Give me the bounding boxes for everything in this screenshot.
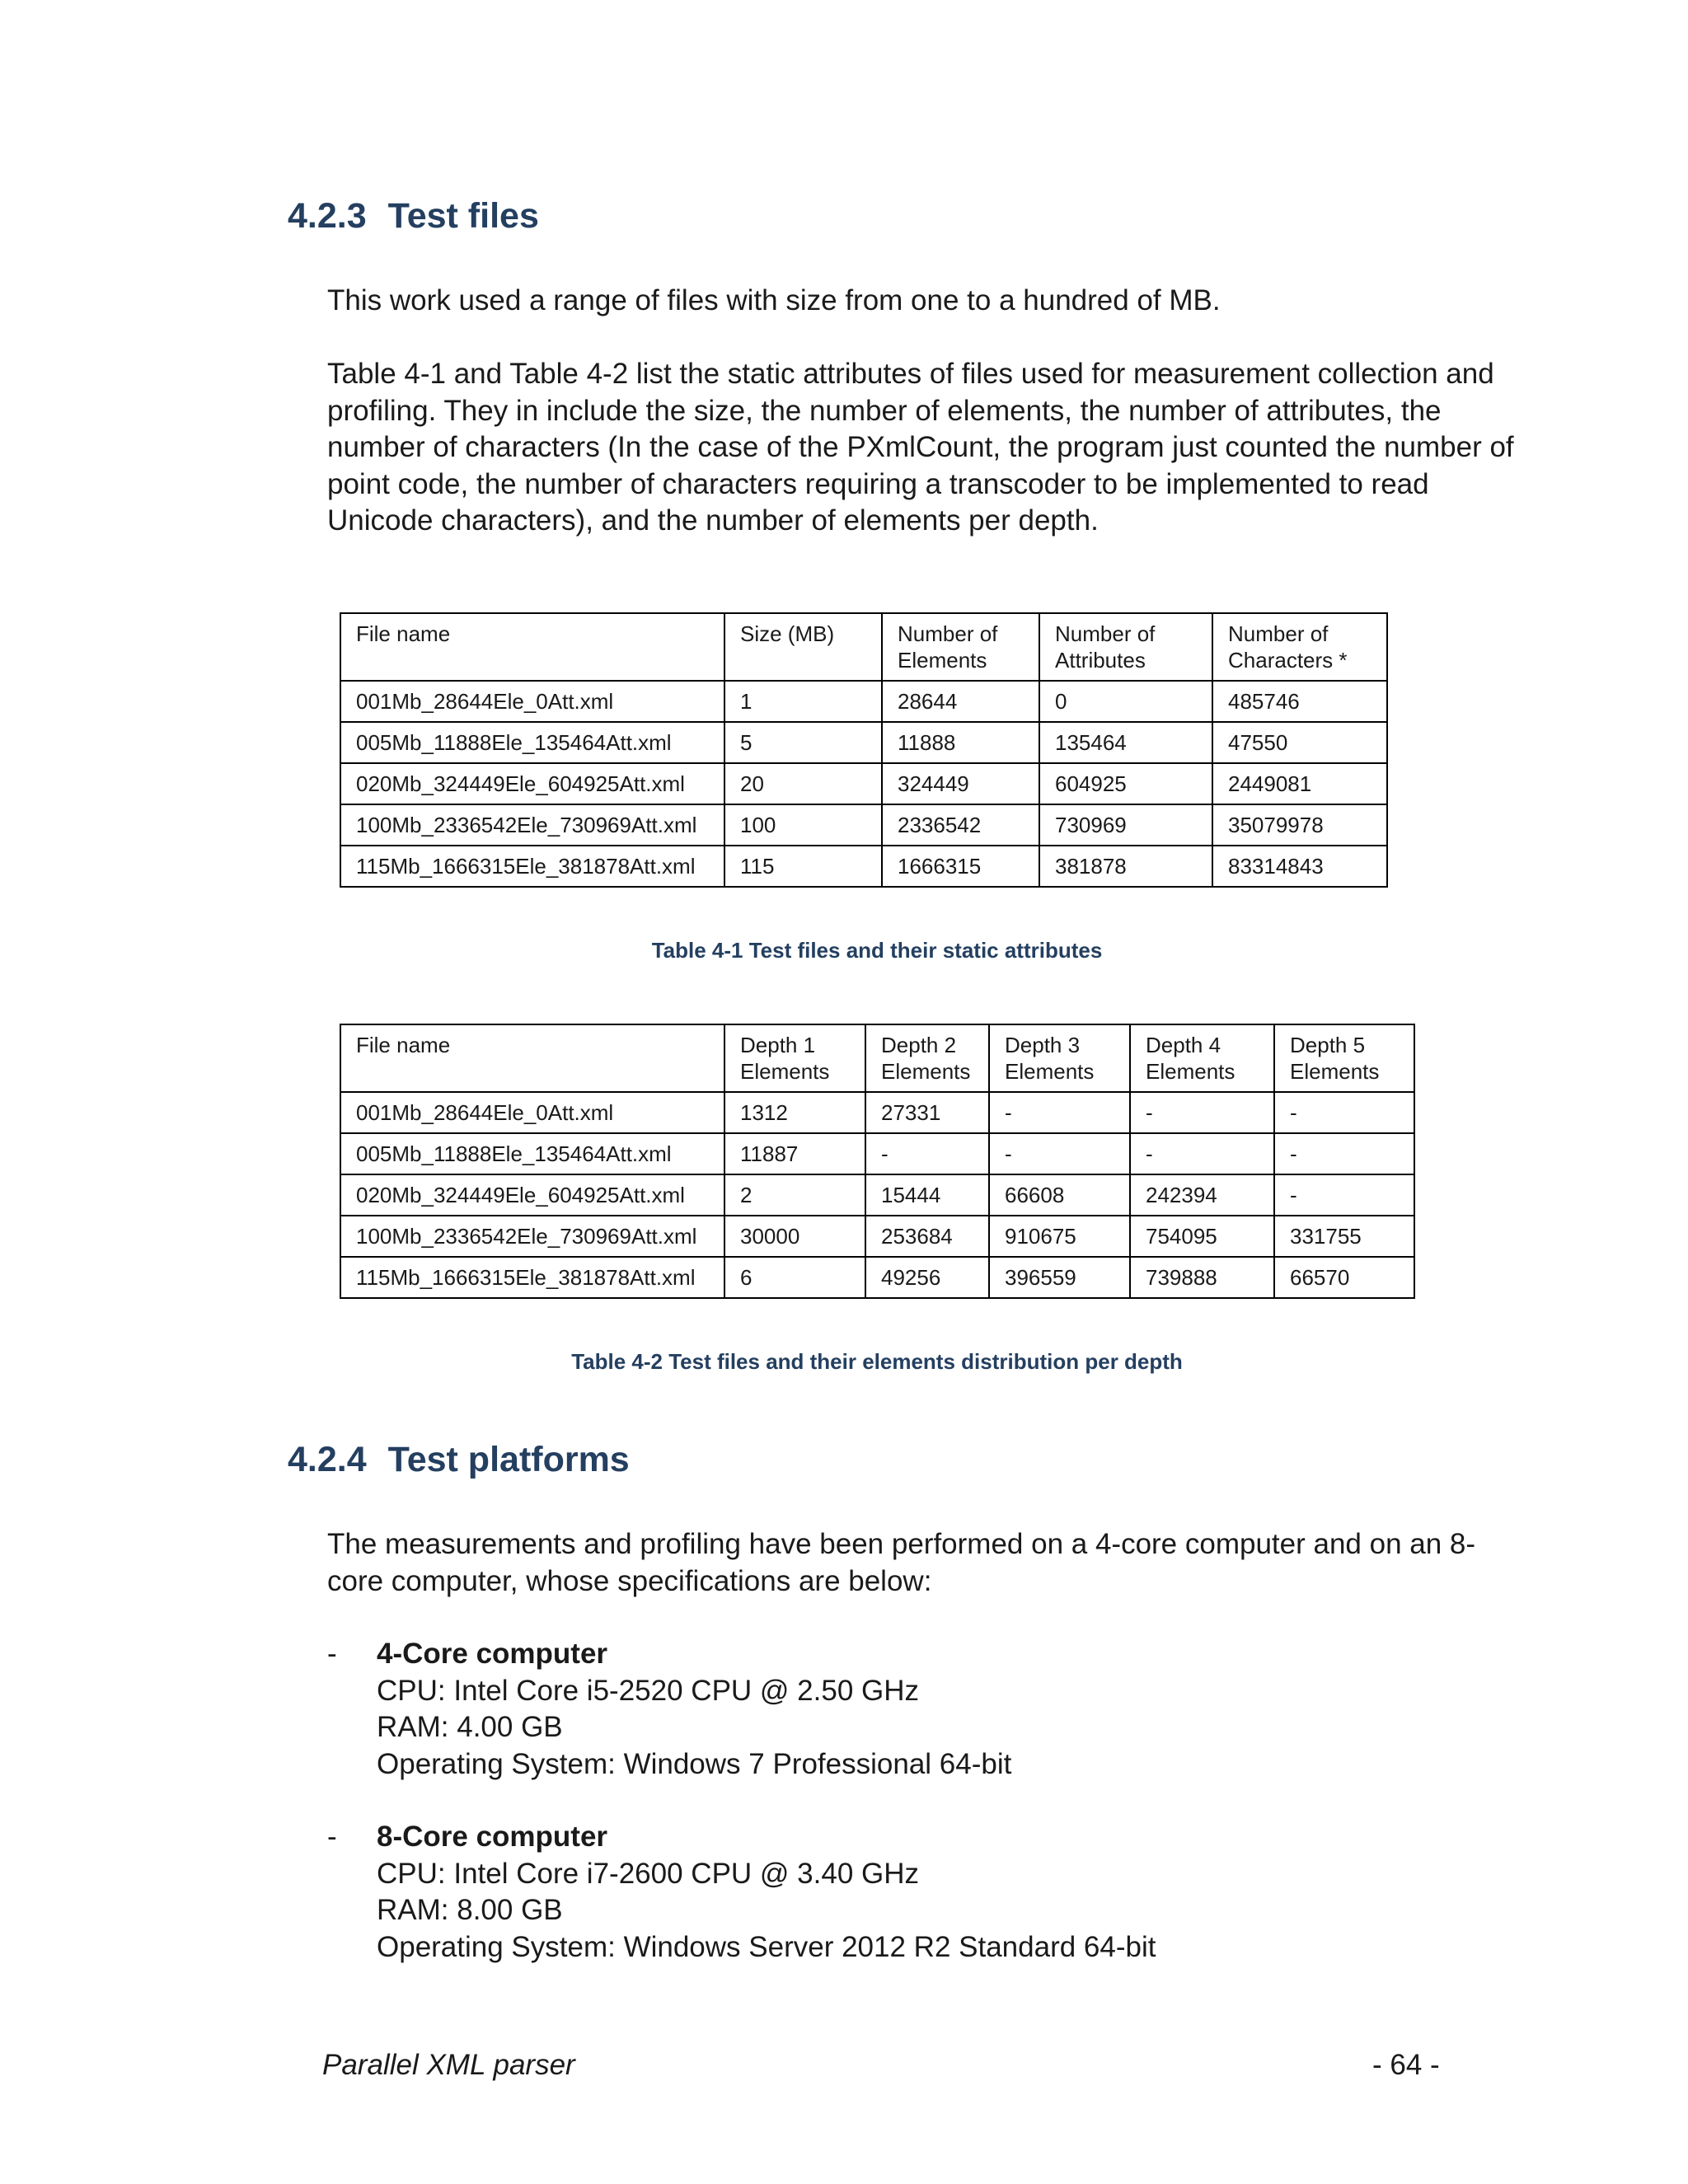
value-cell: 83314843 bbox=[1212, 846, 1387, 887]
file-name-cell: 005Mb_11888Ele_135464Att.xml bbox=[340, 722, 724, 763]
value-cell: 47550 bbox=[1212, 722, 1387, 763]
value-cell: - bbox=[865, 1133, 989, 1174]
table-row bbox=[340, 1174, 1414, 1216]
table-4-2-caption: Table 4-2 Test files and their elements distribution per depth bbox=[571, 1349, 1183, 1374]
value-cell: 381878 bbox=[1039, 846, 1212, 887]
platform-ram: RAM: 4.00 GB bbox=[377, 1711, 563, 1743]
column-header-text: Number of bbox=[898, 621, 998, 646]
value-cell: 30000 bbox=[724, 1216, 865, 1257]
value-cell: - bbox=[1274, 1174, 1414, 1216]
column-header bbox=[724, 613, 882, 681]
table-row bbox=[340, 1257, 1414, 1298]
platform-cpu: CPU: Intel Core i7-2600 CPU @ 3.40 GHz bbox=[377, 1857, 920, 1890]
value-cell: 66570 bbox=[1274, 1257, 1414, 1298]
column-header-text: File name bbox=[356, 1033, 451, 1057]
value-cell: 66608 bbox=[989, 1174, 1130, 1216]
value-cell: - bbox=[1274, 1133, 1414, 1174]
file-name-cell: 115Mb_1666315Ele_381878Att.xml bbox=[340, 1257, 724, 1298]
table-row bbox=[340, 681, 1387, 722]
value-cell: 331755 bbox=[1274, 1216, 1414, 1257]
platform-title: 8-Core computer bbox=[377, 1821, 608, 1853]
description-paragraph: Table 4-1 and Table 4-2 list the static attributes of files used for measurement collection and profiling. They in include the size, the number of elements, the number of attributes, the number of characters (In the case of the PXmlCount, the program just counted the number of point code, the number of characters requiring a transcoder to be implemented to read Unicode characters), and the number of elements per depth. bbox=[327, 358, 1514, 537]
file-name-cell: 001Mb_28644Ele_0Att.xml bbox=[340, 1092, 724, 1133]
value-cell: 910675 bbox=[989, 1216, 1130, 1257]
column-header-text: Depth 2 bbox=[881, 1033, 957, 1057]
column-header bbox=[1212, 613, 1387, 681]
value-cell: - bbox=[1130, 1133, 1274, 1174]
value-cell: 396559 bbox=[989, 1257, 1130, 1298]
column-header-text: Depth 4 bbox=[1146, 1033, 1221, 1057]
value-cell: 604925 bbox=[1039, 763, 1212, 804]
column-header-text: Elements bbox=[898, 648, 987, 673]
column-header-text: File name bbox=[356, 621, 451, 646]
table-header-row bbox=[340, 1024, 1414, 1092]
section-number: 4.2.3 bbox=[288, 196, 367, 236]
value-cell: 1 bbox=[724, 681, 882, 722]
table-row bbox=[340, 846, 1387, 887]
bullet-dash: - bbox=[327, 1821, 337, 1853]
value-cell: 35079978 bbox=[1212, 804, 1387, 846]
value-cell: 5 bbox=[724, 722, 882, 763]
value-cell: 2449081 bbox=[1212, 763, 1387, 804]
value-cell: 135464 bbox=[1039, 722, 1212, 763]
value-cell: 754095 bbox=[1130, 1216, 1274, 1257]
column-header-text: Attributes bbox=[1055, 648, 1146, 673]
file-name-cell: 100Mb_2336542Ele_730969Att.xml bbox=[340, 804, 724, 846]
column-header-text: Elements bbox=[881, 1059, 971, 1084]
intro-paragraph: This work used a range of files with size from one to a hundred of MB. bbox=[327, 284, 1221, 316]
table-header-row bbox=[340, 613, 1387, 681]
value-cell: 324449 bbox=[882, 763, 1039, 804]
value-cell: 0 bbox=[1039, 681, 1212, 722]
file-name-cell: 115Mb_1666315Ele_381878Att.xml bbox=[340, 846, 724, 887]
column-header-text: Elements bbox=[1005, 1059, 1095, 1084]
file-name-cell: 020Mb_324449Ele_604925Att.xml bbox=[340, 1174, 724, 1216]
value-cell: 2336542 bbox=[882, 804, 1039, 846]
file-name-cell: 001Mb_28644Ele_0Att.xml bbox=[340, 681, 724, 722]
value-cell: 27331 bbox=[865, 1092, 989, 1133]
column-header bbox=[340, 613, 724, 681]
value-cell: 6 bbox=[724, 1257, 865, 1298]
column-header-text: Number of bbox=[1055, 621, 1156, 646]
platform-os: Operating System: Windows Server 2012 R2 Standard 64-bit bbox=[377, 1930, 1156, 1963]
value-cell: 100 bbox=[724, 804, 882, 846]
platform-title: 4-Core computer bbox=[377, 1638, 608, 1670]
section-heading-test-files bbox=[288, 196, 539, 237]
section-heading-test-platforms bbox=[288, 1440, 630, 1480]
value-cell: 11888 bbox=[882, 722, 1039, 763]
value-cell: 15444 bbox=[865, 1174, 989, 1216]
column-header bbox=[724, 1024, 865, 1092]
value-cell: 1312 bbox=[724, 1092, 865, 1133]
value-cell: 49256 bbox=[865, 1257, 989, 1298]
platform-item-4-core bbox=[327, 1636, 1531, 1783]
value-cell: - bbox=[1130, 1092, 1274, 1133]
value-cell: 1666315 bbox=[882, 846, 1039, 887]
table-row bbox=[340, 722, 1387, 763]
value-cell: 253684 bbox=[865, 1216, 989, 1257]
column-header-text: Elements bbox=[1290, 1059, 1380, 1084]
column-header bbox=[1130, 1024, 1274, 1092]
file-name-cell: 020Mb_324449Ele_604925Att.xml bbox=[340, 763, 724, 804]
table-4-1-caption: Table 4-1 Test files and their static attributes bbox=[651, 938, 1103, 963]
column-header bbox=[340, 1024, 724, 1092]
file-name-cell: 005Mb_11888Ele_135464Att.xml bbox=[340, 1133, 724, 1174]
table-row bbox=[340, 1216, 1414, 1257]
value-cell: 739888 bbox=[1130, 1257, 1274, 1298]
column-header-text: Depth 5 bbox=[1290, 1033, 1366, 1057]
platform-item-8-core bbox=[327, 1819, 1531, 1966]
table-row bbox=[340, 804, 1387, 846]
platform-cpu: CPU: Intel Core i5-2520 CPU @ 2.50 GHz bbox=[377, 1674, 920, 1707]
section-title: Test platforms bbox=[387, 1440, 630, 1479]
value-cell: 485746 bbox=[1212, 681, 1387, 722]
column-header bbox=[1274, 1024, 1414, 1092]
value-cell: 242394 bbox=[1130, 1174, 1274, 1216]
value-cell: 11887 bbox=[724, 1133, 865, 1174]
table-row bbox=[340, 1133, 1414, 1174]
column-header-text: Number of bbox=[1228, 621, 1329, 646]
column-header-text: Elements bbox=[1146, 1059, 1236, 1084]
platform-os: Operating System: Windows 7 Professional 64-bit bbox=[377, 1747, 1012, 1780]
value-cell: 730969 bbox=[1039, 804, 1212, 846]
platforms-paragraph: The measurements and profiling have been performed on a 4-core computer and on an 8-core computer, whose specifications are below: bbox=[327, 1528, 1476, 1597]
file-name-cell: 100Mb_2336542Ele_730969Att.xml bbox=[340, 1216, 724, 1257]
table-row bbox=[340, 1092, 1414, 1133]
column-header bbox=[1039, 613, 1212, 681]
value-cell: - bbox=[1274, 1092, 1414, 1133]
value-cell: - bbox=[989, 1092, 1130, 1133]
value-cell: 2 bbox=[724, 1174, 865, 1216]
footer-document-title: Parallel XML parser bbox=[322, 2049, 575, 2081]
static-attributes-table bbox=[340, 612, 1388, 888]
depth-distribution-table bbox=[340, 1024, 1415, 1299]
column-header bbox=[882, 613, 1039, 681]
column-header-text: Characters * bbox=[1228, 648, 1348, 673]
section-number: 4.2.4 bbox=[288, 1440, 367, 1479]
value-cell: 115 bbox=[724, 846, 882, 887]
column-header-text: Depth 3 bbox=[1005, 1033, 1081, 1057]
platform-ram: RAM: 8.00 GB bbox=[377, 1894, 563, 1926]
column-header-text: Depth 1 bbox=[740, 1033, 816, 1057]
column-header-text: Size (MB) bbox=[740, 621, 835, 646]
column-header bbox=[865, 1024, 989, 1092]
value-cell: 20 bbox=[724, 763, 882, 804]
value-cell: 28644 bbox=[882, 681, 1039, 722]
value-cell: - bbox=[989, 1133, 1130, 1174]
column-header-text: Elements bbox=[740, 1059, 830, 1084]
section-title: Test files bbox=[387, 196, 539, 236]
bullet-dash: - bbox=[327, 1638, 337, 1670]
footer-page-number: - 64 - bbox=[1372, 2049, 1440, 2081]
column-header bbox=[989, 1024, 1130, 1092]
table-row bbox=[340, 763, 1387, 804]
